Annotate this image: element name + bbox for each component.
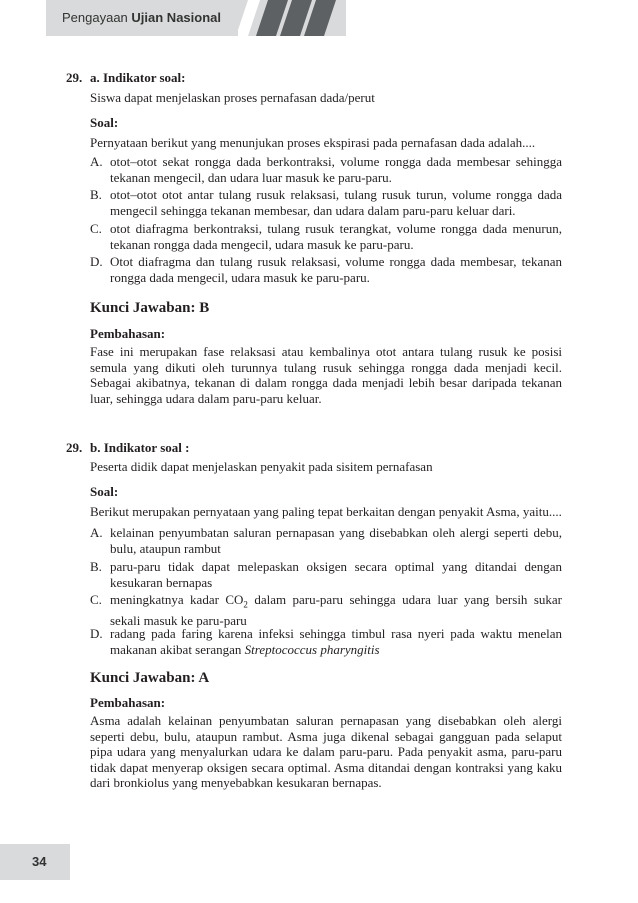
option-b bbox=[90, 187, 562, 219]
option-letter: B. bbox=[90, 559, 102, 574]
question-number: 29. bbox=[66, 70, 83, 85]
indikator-text: Peserta didik dapat menjelaskan penyakit pada sisitem pernafasan bbox=[90, 459, 433, 474]
pembahasan-label: Pembahasan: bbox=[90, 326, 166, 341]
option-text: paru-paru tidak dapat melepaskan oksigen secara optimal yang ditandai dengan kesukaran bernapas bbox=[110, 559, 562, 590]
option-b bbox=[90, 559, 562, 591]
option-text bbox=[110, 592, 562, 629]
pembahasan-text: Asma adalah kelainan penyumbatan saluran pernapasan yang disebabkan oleh alergi seperti debu, bulu, ataupun rambut. Asma juga dikenal sebagai gangguan pada selaput pipa udara yang menyalurkan udara ke dalam paru-paru. Pada penyakit asma, paru-paru tidak dapat menyerap oksigen secara optimal. Asma ditandai dengan kontraksi yang kaku dari bronkiolus yang menyebabkan kesukaran bernapas. bbox=[90, 713, 562, 790]
pembahasan-label: Pembahasan: bbox=[90, 695, 166, 710]
option-text: otot–otot sekat rongga dada berkontraksi, volume rongga dada membesar sehingga tekanan mengecil, dan udara luar masuk ke paru-paru. bbox=[110, 154, 562, 185]
option-text: Otot diafragma dan tulang rusuk relaksasi, volume rongga dada membesar, tekanan rongga dada mengecil, udara masuk ke paru-paru. bbox=[110, 254, 562, 285]
option-a bbox=[90, 525, 562, 557]
option-text bbox=[110, 626, 562, 657]
soal-label: Soal: bbox=[90, 115, 119, 130]
indikator-label: b. Indikator soal : bbox=[90, 440, 190, 455]
option-italic-term: Streptococcus pharyngitis bbox=[244, 641, 380, 657]
question-number: 29. bbox=[66, 440, 83, 455]
option-d bbox=[90, 254, 562, 286]
option-text-part: meningkatnya kadar CO bbox=[110, 592, 244, 607]
option-letter: C. bbox=[90, 221, 102, 236]
option-letter: A. bbox=[90, 525, 103, 540]
pembahasan-text: Fase ini merupakan fase relaksasi atau kembalinya otot antara tulang rusuk ke posisi semula yang dikuti oleh turunnya tulang rusuk sehingga rongga dada menjadi kecil. Sebagai akibatnya, tekanan di dalam rongga dada menjadi lebih besar daripada tekanan luar, sehingga udara dalam paru-paru keluar. bbox=[90, 344, 562, 406]
answer-key: Kunci Jawaban: A bbox=[90, 670, 210, 686]
option-text-part: dalam paru-paru sehingga udara luar yang bersih sukar sekali masuk ke paru-paru bbox=[110, 592, 562, 629]
option-letter: A. bbox=[90, 154, 103, 169]
soal-text: Berikut merupakan pernyataan yang paling tepat berkaitan dengan penyakit Asma, yaitu.... bbox=[90, 504, 562, 519]
option-a bbox=[90, 154, 562, 186]
option-c bbox=[90, 221, 562, 253]
option-c bbox=[90, 592, 562, 629]
header-prefix: Pengayaan bbox=[62, 10, 132, 25]
page-number: 34 bbox=[32, 854, 47, 869]
option-letter: C. bbox=[90, 592, 102, 607]
option-text-part: radang pada faring karena infeksi sehingga timbul rasa nyeri pada waktu menelan makanan akibat serangan bbox=[110, 626, 562, 657]
option-text: otot–otot otot antar tulang rusuk relaksasi, tulang rusuk turun, volume rongga dada mengecil sehingga tekanan membesar, dan udara dalam paru-paru keluar dari. bbox=[110, 187, 562, 218]
soal-label: Soal: bbox=[90, 484, 119, 499]
header-title bbox=[62, 10, 221, 25]
option-d bbox=[90, 626, 562, 658]
header-emph: Ujian Nasional bbox=[131, 10, 221, 25]
option-letter: D. bbox=[90, 254, 103, 269]
page-number-tab bbox=[0, 844, 70, 880]
indikator-text: Siswa dapat menjelaskan proses pernafasan dada/perut bbox=[90, 90, 375, 105]
page-header bbox=[0, 0, 638, 40]
soal-text: Pernyataan berikut yang menunjukan proses ekspirasi pada pernafasan dada adalah.... bbox=[90, 135, 536, 150]
option-letter: D. bbox=[90, 626, 103, 641]
option-text: otot diafragma berkontraksi, tulang rusuk terangkat, volume rongga dada menurun, tekanan rongga dada mengecil, udara masuk ke paru-paru. bbox=[110, 221, 562, 252]
option-letter: B. bbox=[90, 187, 102, 202]
option-subscript: 2 bbox=[243, 599, 248, 610]
indikator-label: a. Indikator soal: bbox=[90, 70, 186, 85]
header-stripes-decoration bbox=[238, 0, 338, 36]
answer-key: Kunci Jawaban: B bbox=[90, 300, 210, 316]
option-text: kelainan penyumbatan saluran pernapasan yang disebabkan oleh alergi seperti debu, bulu, ataupun rambut bbox=[110, 525, 562, 556]
